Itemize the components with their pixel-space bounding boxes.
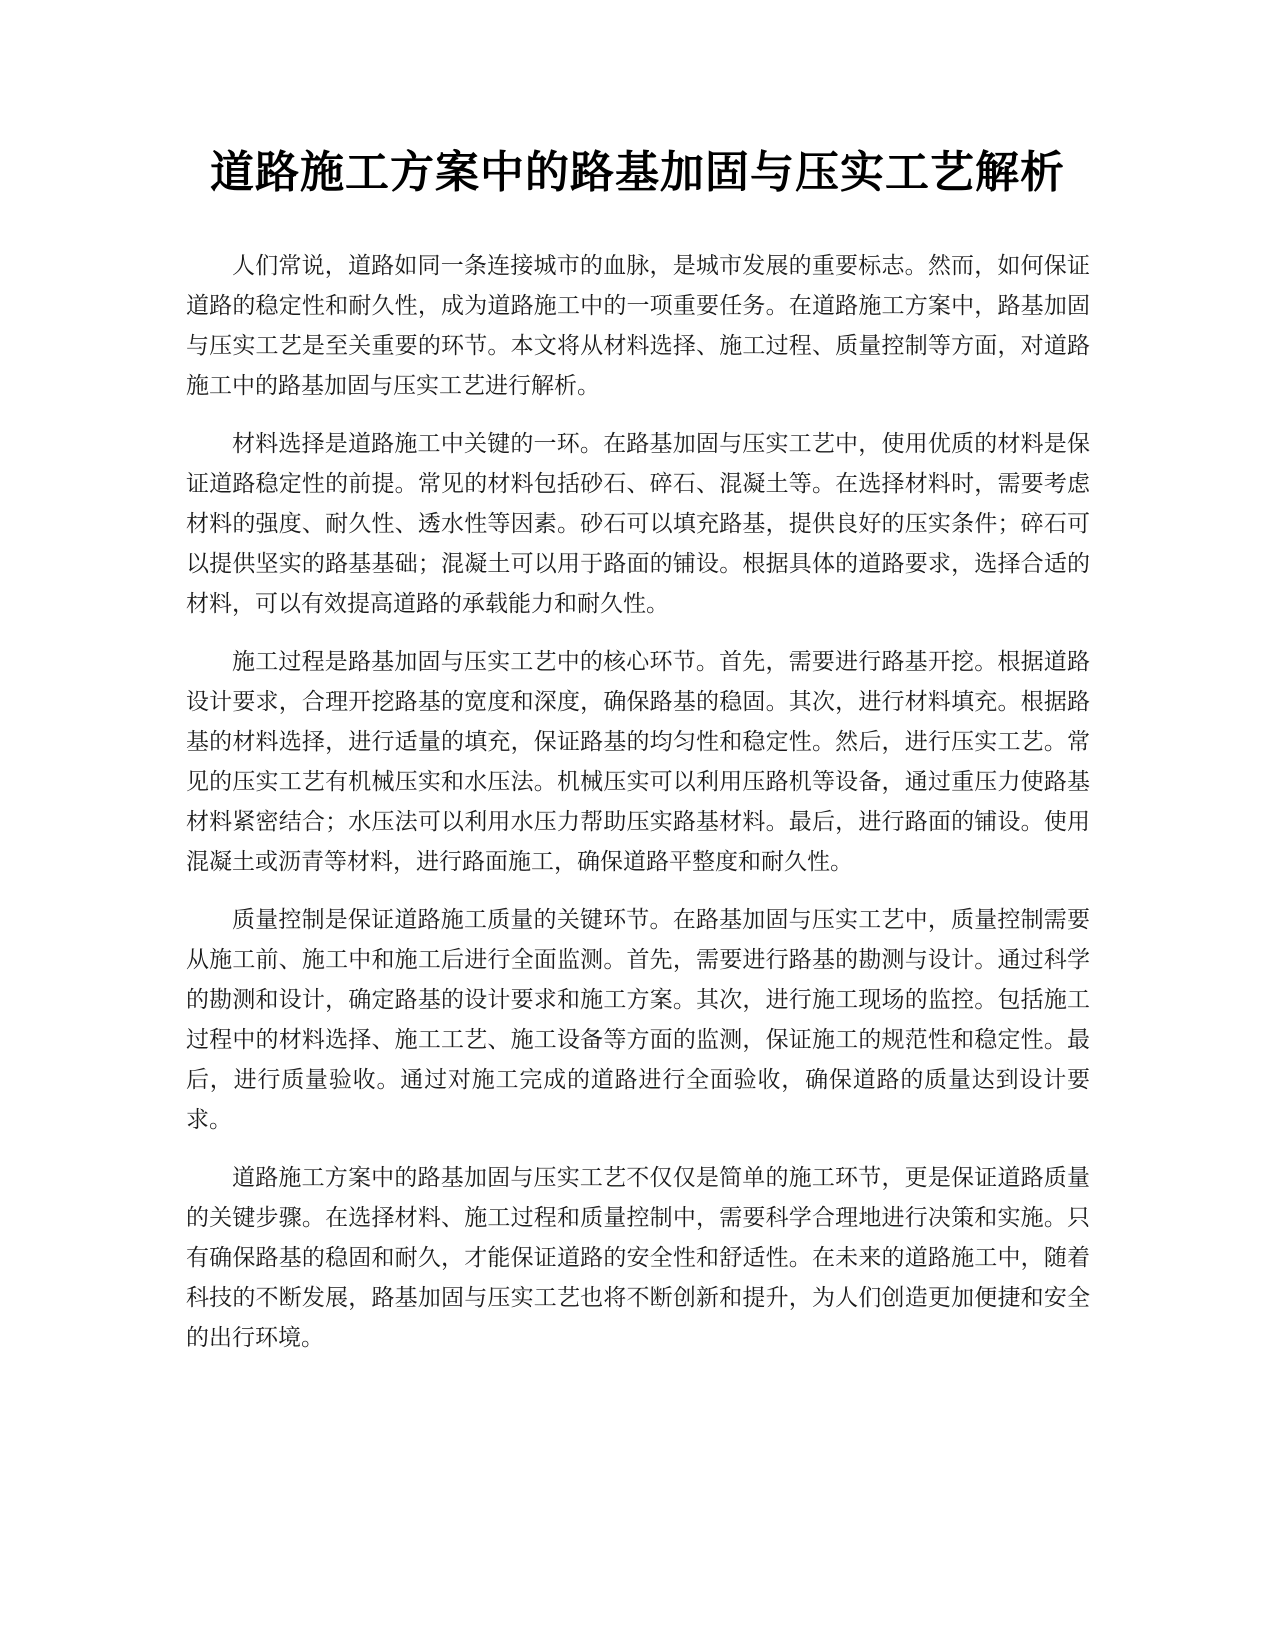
paragraph-material-selection: 材料选择是道路施工中关键的一环。在路基加固与压实工艺中，使用优质的材料是保证道路稳定性的前提。常见的材料包括砂石、碎石、混凝土等。在选择材料时，需要考虑材料的强度、耐久性、透水性等因素。砂石可以填充路基，提供良好的压实条件；碎石可以提供坚实的路基基础；混凝土可以用于路面的铺设。根据具体的道路要求，选择合适的材料，可以有效提高道路的承载能力和耐久性。 xyxy=(186,431,1090,617)
document-body xyxy=(186,246,1090,1376)
paragraph-construction-process: 施工过程是路基加固与压实工艺中的核心环节。首先，需要进行路基开挖。根据道路设计要求，合理开挖路基的宽度和深度，确保路基的稳固。其次，进行材料填充。根据路基的材料选择，进行适量的填充，保证路基的均匀性和稳定性。然后，进行压实工艺。常见的压实工艺有机械压实和水压法。机械压实可以利用压路机等设备，通过重压力使路基材料紧密结合；水压法可以利用水压力帮助压实路基材料。最后，进行路面的铺设。使用混凝土或沥青等材料，进行路面施工，确保道路平整度和耐久性。 xyxy=(186,649,1090,875)
paragraph-conclusion: 道路施工方案中的路基加固与压实工艺不仅仅是简单的施工环节，更是保证道路质量的关键步骤。在选择材料、施工过程和质量控制中，需要科学合理地进行决策和实施。只有确保路基的稳固和耐久，才能保证道路的安全性和舒适性。在未来的道路施工中，随着科技的不断发展，路基加固与压实工艺也将不断创新和提升，为人们创造更加便捷和安全的出行环境。 xyxy=(186,1165,1090,1351)
paragraph-quality-control: 质量控制是保证道路施工质量的关键环节。在路基加固与压实工艺中，质量控制需要从施工前、施工中和施工后进行全面监测。首先，需要进行路基的勘测与设计。通过科学的勘测和设计，确定路基的设计要求和施工方案。其次，进行施工现场的监控。包括施工过程中的材料选择、施工工艺、施工设备等方面的监测，保证施工的规范性和稳定性。最后，进行质量验收。通过对施工完成的道路进行全面验收，确保道路的质量达到设计要求。 xyxy=(186,907,1090,1133)
document-title: 道路施工方案中的路基加固与压实工艺解析 xyxy=(210,147,1065,198)
paragraph-introduction: 人们常说，道路如同一条连接城市的血脉，是城市发展的重要标志。然而，如何保证道路的稳定性和耐久性，成为道路施工中的一项重要任务。在道路施工方案中，路基加固与压实工艺是至关重要的环节。本文将从材料选择、施工过程、质量控制等方面，对道路施工中的路基加固与压实工艺进行解析。 xyxy=(186,253,1090,399)
